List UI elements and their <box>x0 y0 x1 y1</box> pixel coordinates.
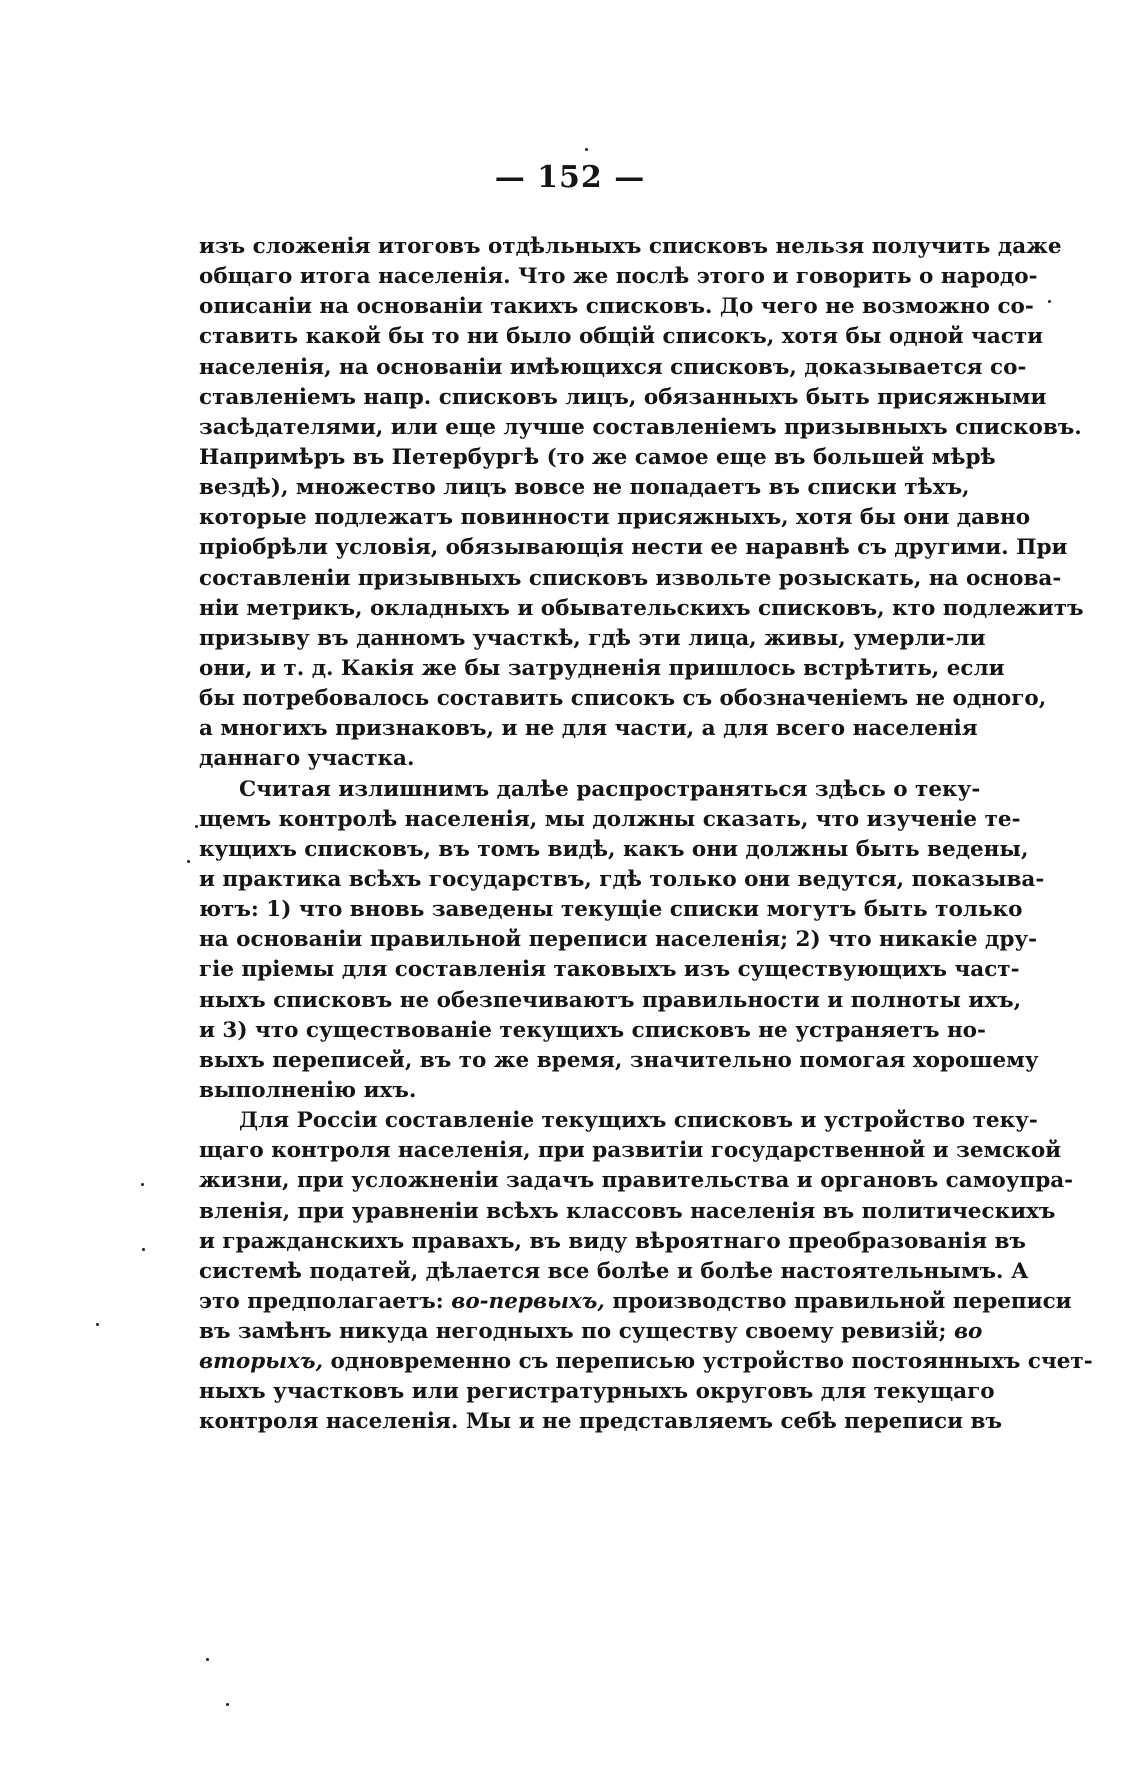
emphasis-text: во <box>953 1319 983 1345</box>
emphasis-text: вторыхъ, <box>199 1349 324 1375</box>
page-number: — 152 — <box>494 160 646 195</box>
paragraph-1 <box>199 232 1084 775</box>
text-line: Для Россіи составленіе текущихъ списковъ и устройство теку- <box>239 1108 1038 1134</box>
text-line: Считая излишнимъ далѣе распространяться здѣсь о теку- <box>239 776 981 802</box>
text-line: описаніи на основаніи такихъ списковъ. До чего не возможно со- <box>199 294 1034 320</box>
text-line: даннаго участка. <box>199 746 415 772</box>
text-line: щаго контроля населенія, при развитіи государственной и земской <box>199 1138 1062 1164</box>
text-line: вездѣ), множество лицъ вовсе не попадаетъ въ списки тѣхъ, <box>199 475 970 501</box>
text-line: выхъ переписей, въ то же время, значительно помогая хорошему <box>199 1047 1039 1073</box>
text-line: ставленіемъ напр. списковъ лицъ, обязанныхъ быть присяжными <box>199 384 1047 410</box>
text-run: въ замѣнъ никуда негодныхъ по существу своему ревизій; <box>199 1319 954 1345</box>
scan-speck <box>206 1658 209 1661</box>
text-line: засѣдателями, или еще лучше составленіемъ призывныхъ списковъ. <box>199 414 1082 440</box>
paragraph-3 <box>199 1106 1093 1438</box>
text-line: и гражданскихъ правахъ, въ виду вѣроятнаго преобразованія въ <box>199 1228 1026 1254</box>
scan-speck <box>195 825 198 828</box>
text-line: населенія, на основаніи имѣющихся списковъ, доказывается со- <box>199 354 1027 380</box>
text-line: призыву въ данномъ участкѣ, гдѣ эти лица, живы, умерли-ли <box>199 625 986 651</box>
text-line: контроля населенія. Мы и не представляемъ себѣ переписи въ <box>199 1409 1002 1435</box>
text-line: кущихъ списковъ, въ томъ видѣ, какъ они должны быть ведены, <box>199 836 1029 862</box>
text-line: а многихъ признаковъ, и не для части, а для всего населенія <box>199 716 978 742</box>
scan-speck <box>585 148 588 151</box>
scan-speck <box>96 1323 99 1326</box>
text-run: одновременно съ переписью устройство постоянныхъ счет- <box>323 1349 1093 1375</box>
scan-speck <box>142 1248 145 1251</box>
text-line: жизни, при усложненіи задачъ правительства и органовъ самоупра- <box>199 1168 1074 1194</box>
text-line: выполненію ихъ. <box>199 1077 417 1103</box>
text-line <box>199 1287 1072 1317</box>
scan-speck <box>226 1703 229 1706</box>
text-line <box>199 1347 1093 1377</box>
text-line: ныхъ списковъ не обезпечиваютъ правильности и полноты ихъ, <box>199 987 1022 1013</box>
text-line: ныхъ участковъ или регистратурныхъ округовъ для текущаго <box>199 1379 995 1405</box>
text-line: и 3) что существованіе текущихъ списковъ не устраняетъ но- <box>199 1017 986 1043</box>
text-line: они, и т. д. Какія же бы затрудненія пришлось встрѣтить, если <box>199 655 1005 681</box>
text-line: изъ сложенія итоговъ отдѣльныхъ списковъ нельзя получить даже <box>199 234 1062 259</box>
text-line: системѣ податей, дѣлается все болѣе и болѣе настоятельнымъ. А <box>199 1258 1029 1284</box>
text-line: на основаніи правильной переписи населенія; 2) что никакіе дру- <box>199 927 1038 953</box>
text-line: бы потребовалось составить списокъ съ обозначеніемъ не одного, <box>199 686 1047 712</box>
scan-speck <box>141 1183 144 1186</box>
text-line: составленіи призывныхъ списковъ извольте розыскать, на основа- <box>199 565 1062 591</box>
body-text <box>199 232 1093 1438</box>
text-line: общаго итога населенія. Что же послѣ этого и говорить о народо- <box>199 264 1038 290</box>
scan-speck <box>187 860 190 863</box>
text-run: это предполагаетъ: <box>199 1288 452 1314</box>
text-line: ніи метрикъ, окладныхъ и обывательскихъ списковъ, кто подлежитъ <box>199 595 1084 621</box>
text-line: пріобрѣли условія, обязывающія нести ее наравнѣ съ другими. При <box>199 535 1068 561</box>
emphasis-text: во-первыхъ, <box>451 1288 605 1314</box>
scan-speck <box>1048 300 1051 303</box>
text-line: Напримѣръ въ Петербургѣ (то же самое еще въ большей мѣрѣ <box>199 444 996 470</box>
text-line: и практика всѣхъ государствъ, гдѣ только они ведутся, показыва- <box>199 866 1045 892</box>
text-line: вленія, при уравненіи всѣхъ классовъ населенія въ политическихъ <box>199 1198 1056 1224</box>
text-line <box>199 1317 983 1347</box>
text-run: производство правильной переписи <box>604 1288 1072 1314</box>
text-line: щемъ контролѣ населенія, мы должны сказать, что изученіе те- <box>199 806 1021 832</box>
text-line: ставить какой бы то ни было общій списокъ, хотя бы одной части <box>199 324 1044 350</box>
paragraph-2 <box>199 775 1045 1107</box>
text-line: гіе пріемы для составленія таковыхъ изъ существующихъ част- <box>199 957 1020 983</box>
text-line: которые подлежатъ повинности присяжныхъ, хотя бы они давно <box>199 505 1031 531</box>
text-line: ютъ: 1) что вновь заведены текущіе списки могутъ быть только <box>199 897 1023 923</box>
